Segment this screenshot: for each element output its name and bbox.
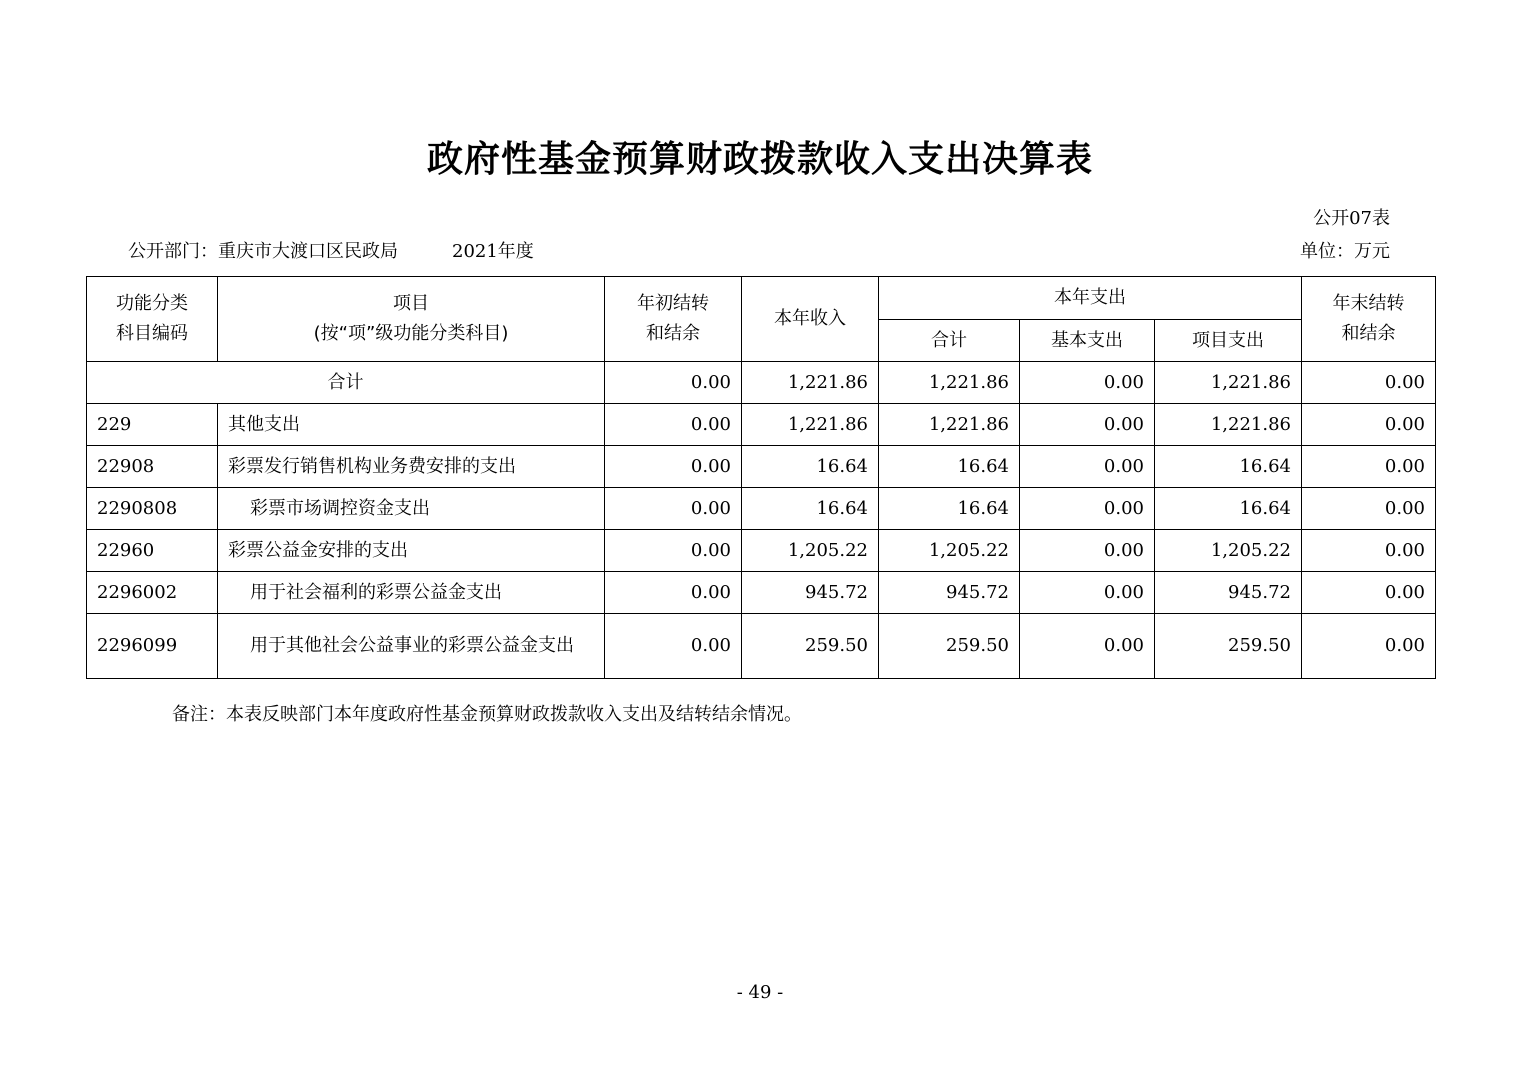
page-title: 政府性基金预算财政拨款收入支出决算表: [426, 139, 1093, 180]
cell-code: 22908: [87, 446, 218, 488]
cell-name: 彩票市场调控资金支出: [218, 488, 605, 530]
cell-name: 用于社会福利的彩票公益金支出: [218, 572, 605, 614]
cell-exp-basic: 0.00: [1020, 446, 1155, 488]
header-income: 本年收入: [742, 277, 879, 362]
cell-opening: 0.00: [605, 614, 742, 679]
cell-opening: 0.00: [605, 404, 742, 446]
unit-label: 单位：万元: [1300, 241, 1390, 262]
cell-closing: 0.00: [1302, 614, 1436, 679]
header-expenditure: 本年支出: [879, 277, 1302, 320]
cell-exp-basic: 0.00: [1020, 614, 1155, 679]
table-note: 备注：本表反映部门本年度政府性基金预算财政拨款收入支出及结转结余情况。: [172, 704, 802, 725]
cell-exp-project: 1,205.22: [1155, 530, 1302, 572]
total-row: [87, 362, 1436, 404]
cell-exp-project: 1,221.86: [1155, 404, 1302, 446]
cell-exp-basic: 0.00: [1020, 530, 1155, 572]
table-row: [87, 530, 1436, 572]
table-row: [87, 446, 1436, 488]
cell-name: 其他支出: [218, 404, 605, 446]
table-number: 公开07表: [1313, 208, 1390, 229]
cell-exp-basic: 0.00: [1020, 488, 1155, 530]
cell-code: 229: [87, 404, 218, 446]
cell-closing: 0.00: [1302, 404, 1436, 446]
table-row: [87, 572, 1436, 614]
cell-income: 1,205.22: [742, 530, 879, 572]
cell-opening: 0.00: [605, 572, 742, 614]
table-row: [87, 488, 1436, 530]
cell-exp-basic: 0.00: [1020, 404, 1155, 446]
cell-income: 945.72: [742, 572, 879, 614]
cell-income: 1,221.86: [742, 404, 879, 446]
cell-opening: 0.00: [605, 362, 742, 404]
cell-name: 彩票发行销售机构业务费安排的支出: [218, 446, 605, 488]
cell-code: 2296002: [87, 572, 218, 614]
cell-exp-project: 259.50: [1155, 614, 1302, 679]
cell-income: 16.64: [742, 446, 879, 488]
cell-code: 2296099: [87, 614, 218, 679]
cell-closing: 0.00: [1302, 572, 1436, 614]
cell-name: 彩票公益金安排的支出: [218, 530, 605, 572]
cell-closing: 0.00: [1302, 446, 1436, 488]
cell-opening: 0.00: [605, 446, 742, 488]
table-row: [87, 614, 1436, 679]
cell-exp-total: 16.64: [879, 446, 1020, 488]
cell-income: 259.50: [742, 614, 879, 679]
cell-exp-basic: 0.00: [1020, 572, 1155, 614]
cell-exp-total: 1,221.86: [879, 362, 1020, 404]
department-name: 公开部门：重庆市大渡口区民政局: [128, 241, 398, 262]
cell-income: 1,221.86: [742, 362, 879, 404]
header-expenditure-total: 合计: [879, 320, 1020, 362]
cell-opening: 0.00: [605, 530, 742, 572]
fiscal-year: 2021年度: [452, 241, 534, 262]
table-row: [87, 404, 1436, 446]
cell-code: 22960: [87, 530, 218, 572]
budget-table: [86, 276, 1436, 679]
header-item: 项目 (按“项”级功能分类科目): [218, 277, 605, 362]
cell-closing: 0.00: [1302, 362, 1436, 404]
cell-exp-project: 16.64: [1155, 488, 1302, 530]
cell-closing: 0.00: [1302, 530, 1436, 572]
cell-exp-total: 1,205.22: [879, 530, 1020, 572]
header-opening-balance: 年初结转 和结余: [605, 277, 742, 362]
cell-exp-total: 1,221.86: [879, 404, 1020, 446]
department-line: [128, 237, 534, 263]
header-expenditure-project: 项目支出: [1155, 320, 1302, 362]
cell-exp-total: 259.50: [879, 614, 1020, 679]
cell-closing: 0.00: [1302, 488, 1436, 530]
cell-exp-basic: 0.00: [1020, 362, 1155, 404]
cell-exp-total: 945.72: [879, 572, 1020, 614]
cell-exp-project: 1,221.86: [1155, 362, 1302, 404]
page-number: - 49 -: [736, 982, 784, 1003]
header-expenditure-basic: 基本支出: [1020, 320, 1155, 362]
cell-code: 2290808: [87, 488, 218, 530]
header-code: 功能分类 科目编码: [87, 277, 218, 362]
cell-exp-project: 16.64: [1155, 446, 1302, 488]
cell-income: 16.64: [742, 488, 879, 530]
cell-opening: 0.00: [605, 488, 742, 530]
total-label: 合计: [87, 362, 605, 404]
cell-name: 用于其他社会公益事业的彩票公益金支出: [218, 614, 605, 679]
cell-exp-project: 945.72: [1155, 572, 1302, 614]
header-closing-balance: 年末结转 和结余: [1302, 277, 1436, 362]
cell-exp-total: 16.64: [879, 488, 1020, 530]
